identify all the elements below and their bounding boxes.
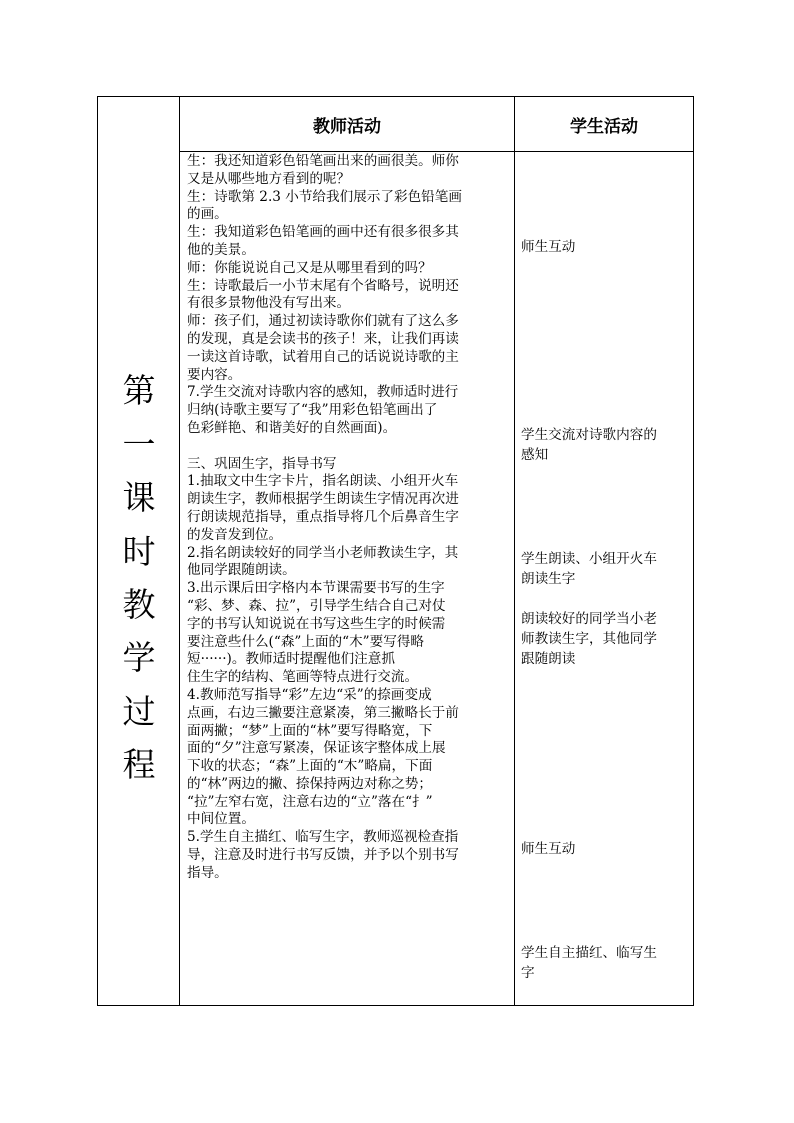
- student-note: [521, 237, 691, 257]
- teacher-line: [187, 438, 511, 456]
- teacher-line: 他同学跟随朗读。: [187, 562, 296, 579]
- teacher-line: 一读这首诗歌，试着用自己的话说说诗歌的主: [187, 348, 459, 365]
- teacher-line: 指导。: [187, 864, 228, 881]
- teacher-line: 三、巩固生字，指导书写: [187, 455, 337, 472]
- teacher-line: 生：我还知道彩色铅笔画出来的画很美。师你: [187, 153, 459, 169]
- teacher-line: 短······)。教师适时提醒他们注意抓: [187, 651, 395, 668]
- side-label-char: 过: [122, 691, 156, 731]
- teacher-line: 3.出示课后田字格内本节课需要书写的生字: [187, 580, 445, 597]
- teacher-line: 面的“夕”注意写紧凑，保证该字整体成上展: [187, 740, 446, 757]
- teacher-line: 点画，右边三撇要注意紧凑，第三撇略长于前: [187, 704, 459, 721]
- header-divider: [179, 151, 693, 152]
- teacher-line: 他的美景。: [187, 241, 255, 258]
- teacher-line: 生：诗歌最后一小节末尾有个省略号，说明还: [187, 277, 459, 294]
- teacher-line: “拉”左窄右宽，注意右边的“立”落在“扌”: [187, 793, 433, 810]
- teacher-line: 有很多景物他没有写出来。: [187, 295, 351, 312]
- header-teacher: 教师活动: [313, 116, 381, 137]
- teacher-line: 字的书写认知说说在书写这些生字的时候需: [187, 615, 446, 632]
- teacher-line: 2.指名朗读较好的同学当小老师教读生字，其: [187, 544, 459, 561]
- student-note: [521, 943, 691, 983]
- header-student: 学生活动: [570, 116, 638, 137]
- teacher-line: 住生字的结构、笔画等特点进行交流。: [187, 669, 419, 686]
- side-label-char: 一: [122, 424, 156, 464]
- teacher-line: 5.学生自主描红、临写生字，教师巡视检查指: [187, 829, 459, 846]
- side-label-char: 学: [122, 638, 156, 678]
- teacher-line: 行朗读规范指导，重点指导将几个后鼻音生字: [187, 508, 459, 525]
- teacher-line: 朗读生字，教师根据学生朗读生字情况再次进: [187, 491, 459, 508]
- student-note-line: 朗读较好的同学当小老: [521, 611, 657, 627]
- student-note: [521, 425, 691, 465]
- teacher-line: 生：我知道彩色铅笔画的画中还有很多很多其: [187, 224, 459, 241]
- teacher-line: 色彩鲜艳、和谐美好的自然画面)。: [187, 419, 397, 436]
- teacher-line: 生：诗歌第 2.3 小节给我们展示了彩色铅笔画: [187, 188, 462, 205]
- teacher-line: 导，注意及时进行书写反馈，并予以个别书写: [187, 847, 459, 864]
- teacher-line: 7.学生交流对诗歌内容的感知，教师适时进行: [187, 384, 459, 401]
- student-note: [521, 549, 691, 589]
- student-note-line: 师生互动: [521, 841, 576, 857]
- side-label-char: 第: [122, 371, 156, 411]
- teacher-line: 要内容。: [187, 366, 242, 383]
- student-note-line: 朗读生字: [521, 571, 576, 587]
- teacher-activity: [187, 153, 511, 883]
- teacher-line: 面两撇；“梦”上面的“林”要写得略宽，下: [187, 722, 433, 739]
- teacher-line: 又是从哪些地方看到的呢？: [187, 170, 351, 187]
- teacher-line: 的发音发到位。: [187, 526, 283, 543]
- student-note-line: 跟随朗读: [521, 651, 576, 667]
- student-note-line: 学生交流对诗歌内容的: [521, 427, 657, 443]
- teacher-line: 要注意些什么(“森”上面的“木”要写得略: [187, 633, 425, 650]
- side-label: [98, 151, 180, 1005]
- lesson-table: [97, 96, 694, 1006]
- teacher-line: 1.抽取文中生字卡片，指名朗读、小组开火车: [187, 473, 459, 490]
- teacher-line: 的发现，真是会读书的孩子！来，让我们再读: [187, 330, 459, 347]
- teacher-line: 归纳(诗歌主要写了“我”用彩色铅笔画出了: [187, 402, 438, 419]
- teacher-line: 的画。: [187, 206, 228, 223]
- teacher-line: 师：孩子们，通过初读诗歌你们就有了这么多: [187, 313, 459, 330]
- teacher-line: 师：你能说说自己又是从哪里看到的吗？: [187, 259, 432, 276]
- student-note-line: 师教读生字，其他同学: [521, 631, 657, 647]
- teacher-line: “彩、梦、森、拉”，引导学生结合自己对仗: [187, 597, 446, 614]
- student-note: [521, 839, 691, 859]
- side-label-char: 课: [122, 478, 156, 518]
- teacher-line: 4.教师范写指导“彩”左边“采”的捺画变成: [187, 686, 432, 703]
- student-note-line: 字: [521, 965, 535, 981]
- teacher-line: 下收的状态；“森”上面的“木”略扁，下面: [187, 758, 433, 775]
- side-label-char: 教: [122, 585, 156, 624]
- student-note: [521, 609, 691, 669]
- student-note-line: 学生自主描红、临写生: [521, 945, 657, 961]
- teacher-line: 的“林”两边的撇、捺保持两边对称之势；: [187, 775, 432, 792]
- column-divider-right: [514, 97, 515, 1005]
- student-note-line: 师生互动: [521, 239, 576, 255]
- student-note-line: 感知: [521, 447, 549, 463]
- side-label-char: 时: [122, 531, 156, 571]
- side-label-char: 程: [122, 745, 156, 785]
- student-note-line: 学生朗读、小组开火车: [521, 551, 657, 567]
- teacher-line: 中间位置。: [187, 811, 255, 828]
